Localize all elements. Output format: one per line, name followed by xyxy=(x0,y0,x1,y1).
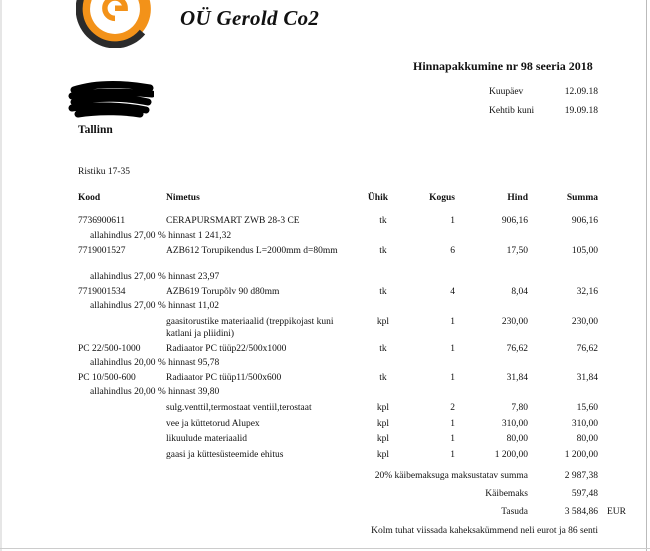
page-edge-right xyxy=(646,0,647,551)
row-7-price: 7,80 xyxy=(511,403,528,413)
row-3-discount: allahindlus 27,00 % hinnast 11,02 xyxy=(90,301,219,311)
row-10-price: 1 200,00 xyxy=(494,450,528,460)
header-sum: Summa xyxy=(566,193,598,203)
row-5-qty: 1 xyxy=(450,344,455,354)
row-7-qty: 2 xyxy=(450,403,455,413)
valid-until-value: 19.09.18 xyxy=(564,106,598,116)
header-name: Nimetus xyxy=(166,193,200,203)
row-3-code: 7719001534 xyxy=(78,287,126,297)
row-6-code: PC 10/500-600 xyxy=(78,373,136,383)
row-9-price: 80,00 xyxy=(506,434,528,444)
customer-street: Ristiku 17-35 xyxy=(78,167,130,177)
row-9-name: likuulude materiaalid xyxy=(166,434,247,444)
row-8-price: 310,00 xyxy=(501,419,528,429)
vat-base-value: 2 987,38 xyxy=(564,471,598,481)
row-6-name: Radiaator PC tüüp11/500x600 xyxy=(166,373,282,383)
header-code: Kood xyxy=(78,193,101,203)
header-price: Hind xyxy=(507,193,528,203)
row-2-discount: allahindlus 27,00 % hinnast 23,97 xyxy=(90,272,220,282)
row-3-unit: tk xyxy=(379,287,387,297)
total-label: Tasuda xyxy=(501,507,528,517)
row-4-price: 230,00 xyxy=(501,317,528,327)
row-3-name: AZB619 Torupõlv 90 d80mm xyxy=(166,287,280,297)
row-3-qty: 4 xyxy=(450,287,455,297)
row-5-unit: tk xyxy=(379,344,387,354)
row-6-unit: tk xyxy=(379,373,387,383)
row-5-sum: 76,62 xyxy=(576,344,598,354)
row-2-unit: tk xyxy=(379,246,387,256)
row-2-name: AZB612 Torupikendus L=2000mm d=80mm xyxy=(166,246,338,256)
row-6-qty: 1 xyxy=(450,373,455,383)
customer-city: Tallinn xyxy=(78,124,113,136)
row-10-qty: 1 xyxy=(450,450,455,460)
row-8-name: vee ja küttetorud Alupex xyxy=(166,419,260,429)
row-6-price: 31,84 xyxy=(506,373,528,383)
row-9-unit: kpl xyxy=(376,434,390,444)
row-10-name: gaasi ja küttesüsteemide ehitus xyxy=(166,450,284,460)
row-7-name: sulg.venttil,termostaat ventiil,terostaat xyxy=(166,403,312,413)
row-5-price: 76,62 xyxy=(506,344,528,354)
row-1-price: 906,16 xyxy=(501,216,528,226)
row-1-qty: 1 xyxy=(450,216,455,226)
row-7-sum: 15,60 xyxy=(576,403,598,413)
purchase-date-value: 12.09.18 xyxy=(564,87,598,97)
row-4-unit: kpl xyxy=(376,317,390,327)
row-10-sum: 1 200,00 xyxy=(564,450,598,460)
row-4-qty: 1 xyxy=(450,317,455,327)
row-2-qty: 6 xyxy=(450,246,455,256)
header-unit: Ühik xyxy=(367,193,388,203)
row-2-price: 17,50 xyxy=(506,246,528,256)
vat-label: Käibemaks xyxy=(485,489,528,499)
total-in-words: Kolm tuhat viissada kaheksakümmend neli eurot ja 86 senti xyxy=(371,526,598,536)
row-4-sum: 230,00 xyxy=(571,317,598,327)
row-3-sum: 32,16 xyxy=(576,287,598,297)
row-6-discount: allahindlus 20,00 % hinnast 39,80 xyxy=(90,387,220,397)
row-6-sum: 31,84 xyxy=(576,373,598,383)
row-2-code: 7719001527 xyxy=(78,246,126,256)
row-10-unit: kpl xyxy=(376,450,390,460)
row-1-sum: 906,16 xyxy=(571,216,598,226)
row-4-name: gaasitorustike materiaalid (treppikojast kuni katlani ja pliidini) xyxy=(166,317,334,339)
row-3-price: 8,04 xyxy=(511,287,528,297)
row-8-sum: 310,00 xyxy=(571,419,598,429)
currency: EUR xyxy=(607,507,626,517)
row-7-unit: kpl xyxy=(376,403,390,413)
row-1-discount: allahindlus 27,00 % hinnast 1 241,32 xyxy=(90,231,232,241)
header-qty: Kogus xyxy=(429,193,455,203)
row-8-qty: 1 xyxy=(450,419,455,429)
row-1-name: CERAPURSMART ZWB 28-3 CE xyxy=(166,216,300,226)
redacted-customer-name xyxy=(68,80,154,120)
vat-value: 597,48 xyxy=(571,489,598,499)
page-edge-bottom xyxy=(0,548,650,549)
row-5-code: PC 22/500-1000 xyxy=(78,344,141,354)
row-9-sum: 80,00 xyxy=(576,434,598,444)
valid-until-label: Kehtib kuni xyxy=(489,106,535,116)
row-5-name: Radiaator PC tüüp22/500x1000 xyxy=(166,344,287,354)
purchase-date-label: Kuupäev xyxy=(489,87,524,97)
total-value: 3 584,86 xyxy=(564,507,598,517)
row-9-qty: 1 xyxy=(450,434,455,444)
offer-title: Hinnapakkumine nr 98 seeria 2018 xyxy=(413,59,593,73)
row-1-unit: tk xyxy=(379,216,387,226)
vat-base-label: 20% käibemaksuga maksustatav summa xyxy=(374,471,528,481)
company-name: OÜ Gerold Co2 xyxy=(180,6,320,30)
company-logo-icon xyxy=(76,0,154,48)
row-5-discount: allahindlus 20,00 % hinnast 95,78 xyxy=(90,358,220,368)
row-1-code: 7736900611 xyxy=(78,216,126,226)
row-8-unit: kpl xyxy=(376,419,390,429)
row-2-sum: 105,00 xyxy=(571,246,598,256)
page-edge-left xyxy=(0,0,2,551)
